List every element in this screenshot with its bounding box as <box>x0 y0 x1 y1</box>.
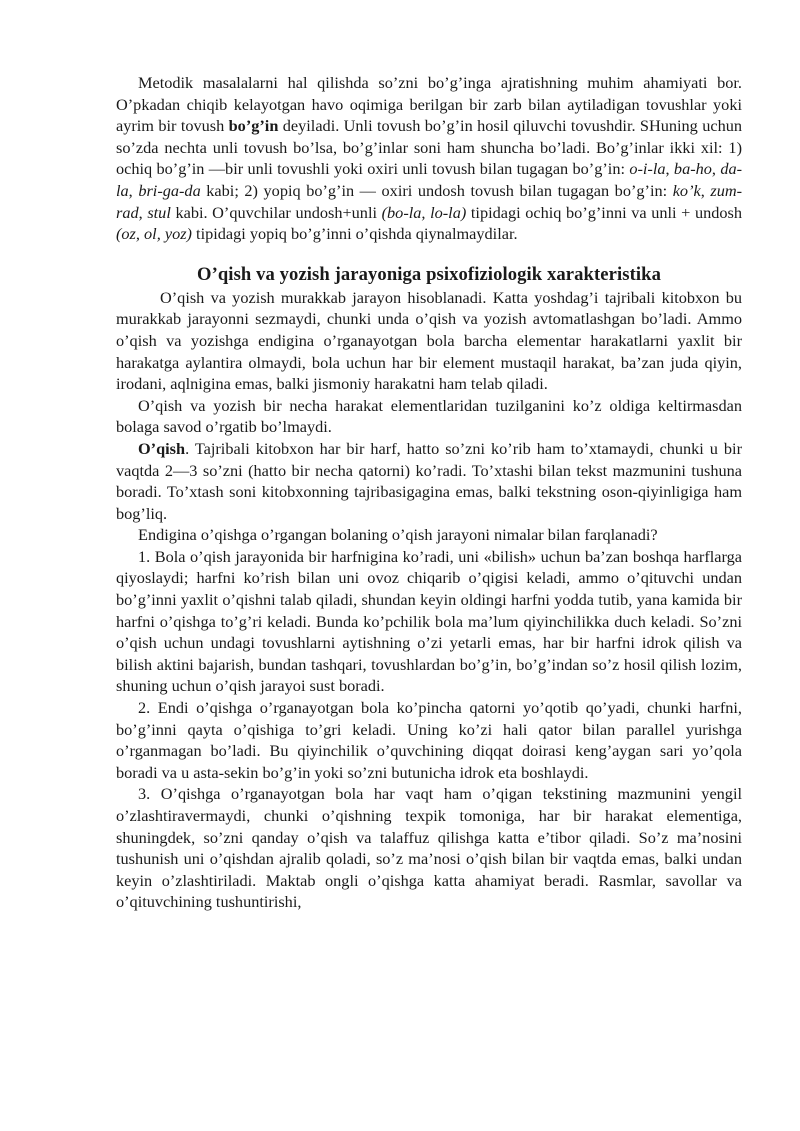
separator: , <box>700 180 711 200</box>
section-heading: O’qish va yozish jarayoniga psixofiziologik xarakteristika <box>197 263 661 285</box>
text: . Tajribali kitobxon har bir harf, hatto so’zni ko’rib ham to’xtamaydi, chunki u bir vaqtda 2—3 so’zni (hatto bir necha qatorni) ko’radi. To’xtashi bilan tekst mazmunini tushuna boradi. To’xtash soni kitobxonning tajribasigagina emas, balki tekstning oson-qiyinligiga ham bog’liq. <box>116 438 742 523</box>
text: tipidagi yopiq bo’g’inni o’qishda qiynalmaydilar. <box>191 224 518 244</box>
list-item-2: 2. Endi o’qishga o’rganayotgan bola ko’pincha qatorni yo’qotib qo’yadi, chunki harfni, bo’g’inni qayta o’qishiga to’gri keladi. Uning ko’zi hali qator bilan parallel yurishga o’rganmagan bo’ladi. Bu qiyinchilik o’quvchining diqqat doirasi keng’aygan sari yo’qola boradi va u asta-sekin bo’g’in yoki so’zni butunicha idrok eta boshlaydi. <box>116 698 742 782</box>
text: kabi. O’quvchilar undosh+unli <box>170 202 382 222</box>
document-page <box>116 72 742 913</box>
text: kabi; 2) yopiq bo’g’in — oxiri undosh tovush bilan tugagan bo’g’in: <box>200 180 673 200</box>
example-word: zum-rad <box>116 180 743 222</box>
separator: , <box>665 159 674 179</box>
paragraph-syllables <box>116 72 742 245</box>
paragraph: O’qish va yozish bir necha harakat elementlaridan tuzilganini ko’z oldiga keltirmasdan bolaga savod o’rgatib bo’lmaydi. <box>116 395 742 437</box>
example-words: (oz, ol, yoz) <box>116 224 192 244</box>
example-words: (bo-la, lo-la) <box>381 202 467 222</box>
separator: , <box>128 180 139 200</box>
example-word: da-la <box>116 159 743 200</box>
example-word: o-i-la <box>629 159 666 179</box>
bold-term: O’qish <box>138 438 186 458</box>
text: Metodik masalalarni hal qilishda so’zni bo’g’inga ajratishning muhim ahamiyati bor. O’pkadan chiqib kelayotgan havo oqimiga berilgan bir zarb bilan aytiladigan tovushlar yoki ayrim bir tovush <box>116 73 742 136</box>
paragraph: Endigina o’qishga o’rgangan bolaning o’qish jarayoni nimalar bilan farqlanadi? <box>138 525 658 545</box>
separator: , <box>138 202 148 222</box>
list-item-3: 3. O’qishga o’rganayotgan bola har vaqt ham o’qigan tekstining mazmunini yengil o’zlashtiravermaydi, chunki o’qishning texpik tomoniga, har bir harakat elementiga, shuningdek, so’zni qanday o’qish va talaffuz qilishga katta e’tibor qiladi. So’z ma’nosini tushunish uni o’qishdan ajralib qoladi, so’z ma’nosi o’qish bilan bir vaqtda emas, balki undan keyin o’zlashtiriladi. Maktab ongli o’qishga katta ahamiyat beradi. Rasmlar, savollar va o’qituvchining tushuntirishi, <box>116 784 742 912</box>
text: tipidagi ochiq bo’g’inni va unli + undosh <box>466 202 743 222</box>
separator: , <box>711 159 721 179</box>
text: deyiladi. Unli tovush bo’g’in hosil qiluvchi tovushdir. SHuning uchun so’zda nechta unli tovush bo’lsa, bo’g’inlar soni ham shuncha bo’ladi. Bo’g’inlar ikki xil: 1) ochiq bo’g’in —bir unli tovushli yoki oxiri unli tovush bilan tugagan bo’g’in: <box>116 116 742 179</box>
example-word: bri-ga-da <box>138 180 201 200</box>
example-word: ba-ho <box>673 159 712 179</box>
example-word: ko’k <box>672 180 701 200</box>
paragraph-intro: O’qish va yozish murakkab jarayon hisoblanadi. Katta yoshdag’i tajribali kitobxon bu murakkab jarayonni sezmaydi, chunki unda o’qish va yozish avtomatlashgan bo’ladi. Ammo o’qish va yozishga endigina o’rganayotgan bola barcha elementar harakatlarni yaxlit bir harakatga aylantira olmaydi, bola uchun har bir element mustaqil harakat, ba’zan juda qiyin, irodani, aqlnigina emas, balki jismoniy harakatni ham telab qiladi. <box>116 287 742 394</box>
example-word: stul <box>147 202 171 222</box>
paragraph-reading <box>116 438 742 524</box>
bold-term: bo’g’in <box>228 116 279 136</box>
list-item-1: 1. Bola o’qish jarayonida bir harfnigina ko’radi, uni «bilish» uchun ba’zan boshqa harflarga qiyoslaydi; harfni ko’rish bilan uni ovoz chiqarib o’qigisi keladi, ammo o’qituvchi undan bo’g’inni yaxlit o’qishni talab qiladi, shundan keyin oldingi harfni yodda tutib, yana kamida bir harfni o’qishga to’g’ri keladi. Bunda ko’pchilik bola ma’lum qiyinchilikka duch keladi. So’zni o’qish uchun undagi tovushlarni aytishning o’zi yetarli emas, har bir harfni idrok qilish va bilish aktini bajarish, bundan tashqari, tovushlardan bo’g’in, bo’g’indan so’z hosil qilish lozim, shuning uchun o’qish jarayoi sust boradi. <box>116 546 742 696</box>
